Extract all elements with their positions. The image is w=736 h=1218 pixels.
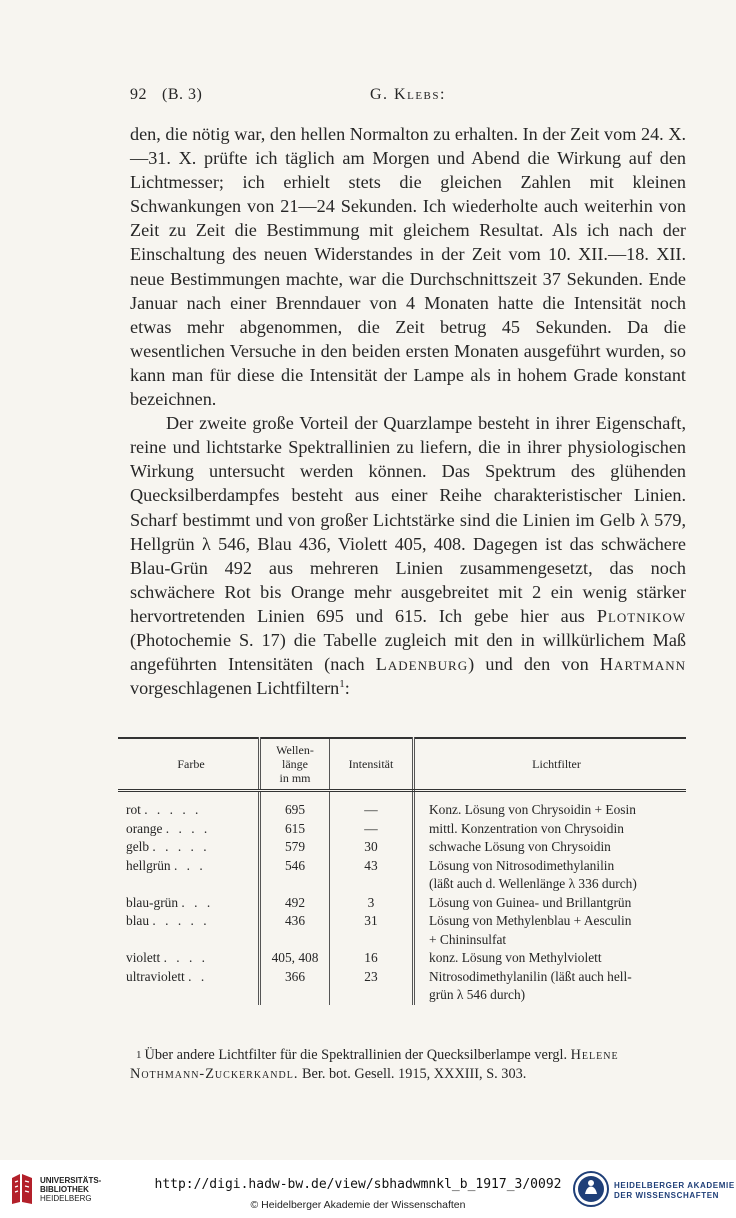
body-text xyxy=(130,122,686,700)
footnote-mark: 1 xyxy=(136,1049,142,1061)
leader-dots: . . . . xyxy=(163,950,209,965)
cell-filter xyxy=(414,838,687,857)
copyright-notice: © Heidelberger Akademie der Wissenschaften xyxy=(250,1199,466,1211)
header-wellenlaenge xyxy=(260,738,330,791)
header-wellenlaenge-line-3: in mm xyxy=(279,771,311,785)
header-wellenlaenge-line-1: Wellen- xyxy=(276,743,314,757)
light-filter-table xyxy=(118,737,686,1005)
table-row xyxy=(118,791,686,820)
cell-farbe xyxy=(118,857,260,894)
footnote-text-a: Über andere Lichtfilter für die Spektrallinien der Quecksilberlampe vergl. xyxy=(144,1047,568,1063)
cell-wavelength: 436 xyxy=(260,912,330,949)
university-library-wordmark xyxy=(40,1176,101,1203)
footnote xyxy=(130,1046,686,1084)
color-name: orange xyxy=(126,820,163,836)
filter-line-2: grün λ 546 durch) xyxy=(429,987,526,1002)
cell-wavelength: 579 xyxy=(260,838,330,857)
paragraph-1: den, die nötig war, den hellen Normalton zu erhalten. In der Zeit vom 24. X.—31. X. prüfte ich täglich am Morgen und Abend die Wirkung auf den Lichtmesser; ich erhielt stets die gleichen Zahlen mit kleinen Schwankungen von 21—24 Sekunden. Ich wiederholte auch weiterhin von Zeit zu Zeit die Bestimmung mit gleichem Resultat. Als ich nach der Einschaltung des neuen Widerstandes in der Zeit vom 10. XII.—18. XII. neue Bestimmungen machte, war die Durchschnittszeit 37 Sekunden. Ende Januar nach einer Brenndauer von 4 Monaten hatte die Intensität noch etwas mehr abgenommen, die Zeit betrug 45 Sekunden. Da die wesentlichen Versuche in den beiden ersten Monaten ausgeführt wurden, so kann man für diese die Intensität der Lampe als in hohem Grade konstant bezeichnen. xyxy=(130,124,686,410)
academy-seal-icon xyxy=(572,1170,610,1208)
filter-line-1: Konz. Lösung von Chrysoidin + Eosin xyxy=(429,802,636,817)
filter-line-1: mittl. Konzentration von Chrysoidin xyxy=(429,820,624,836)
cell-wavelength: 366 xyxy=(260,968,330,1005)
cell-filter xyxy=(414,894,687,913)
cell-intensity: — xyxy=(330,791,414,820)
leader-dots: . . . . xyxy=(165,820,211,836)
cell-wavelength: 615 xyxy=(260,820,330,839)
cell-wavelength: 546 xyxy=(260,857,330,894)
table-header-row xyxy=(118,738,686,791)
leader-dots: . . . . . xyxy=(144,802,202,817)
cell-filter xyxy=(414,968,687,1005)
paragraph-2-part-b: (Photochemie S. 17) die Tabelle zugleich mit den in willkürlichem Maß angeführten Intensitäten (nach xyxy=(130,629,686,675)
footnote-reference: 1 xyxy=(339,678,345,691)
paragraph-2-part-d: vorgeschlagenen Lichtfiltern xyxy=(130,678,340,699)
cell-farbe xyxy=(118,838,260,857)
author-name-plotnikow: Plotnikow xyxy=(596,605,687,626)
table-row xyxy=(118,857,686,894)
cell-wavelength: 492 xyxy=(260,894,330,913)
color-name: hellgrün xyxy=(126,857,171,873)
academy-line-1: HEIDELBERGER AKADEMIE xyxy=(614,1181,735,1190)
cell-farbe xyxy=(118,894,260,913)
leader-dots: . . . xyxy=(173,857,206,873)
permalink-url[interactable]: http://digi.hadw-bw.de/view/sbhadwmnkl_b_1917_3/0092 xyxy=(154,1177,562,1192)
filter-line-1: schwache Lösung von Chrysoidin xyxy=(429,839,611,854)
header-lichtfilter: Lichtfilter xyxy=(414,738,687,791)
cell-filter xyxy=(414,791,687,820)
paragraph-2-end: : xyxy=(344,678,350,699)
academy-line-2: DER WISSENSCHAFTEN xyxy=(614,1191,720,1200)
filter-line-1: Lösung von Methylenblau + Aesculin xyxy=(429,913,632,928)
color-name: gelb xyxy=(126,839,150,854)
footnote-author: Helene Nothmann-Zuckerkandl. xyxy=(130,1047,619,1082)
paragraph-2-part-c: ) und den von xyxy=(468,654,589,675)
filter-line-2: + Chininsulfat xyxy=(429,931,507,947)
cell-farbe xyxy=(118,791,260,820)
university-library-logo-icon xyxy=(8,1172,36,1206)
cell-wavelength: 405, 408 xyxy=(260,949,330,968)
filter-line-1: Lösung von Guinea- und Brillantgrün xyxy=(429,894,632,910)
color-name: blau-grün xyxy=(126,894,179,910)
cell-farbe xyxy=(118,968,260,1005)
table-row xyxy=(118,968,686,1005)
cell-filter xyxy=(414,949,687,968)
cell-filter xyxy=(414,912,687,949)
color-name: blau xyxy=(126,913,150,928)
filter-line-2: (läßt auch d. Wellenlänge λ 336 durch) xyxy=(429,876,637,891)
ub-line-1: UNIVERSITÄTS- xyxy=(40,1176,102,1185)
footnote-text xyxy=(130,1046,686,1084)
cell-intensity: 31 xyxy=(330,912,414,949)
table-row xyxy=(118,820,686,839)
page-number: 92 xyxy=(130,86,147,103)
header-wellenlaenge-line-2: länge xyxy=(282,757,308,771)
cell-intensity: 16 xyxy=(330,949,414,968)
ub-line-2: BIBLIOTHEK xyxy=(40,1185,89,1194)
cell-filter xyxy=(414,857,687,894)
author-name-ladenburg: Ladenburg xyxy=(375,654,469,675)
cell-wavelength: 695 xyxy=(260,791,330,820)
cell-intensity: 30 xyxy=(330,838,414,857)
cell-filter xyxy=(414,820,687,839)
cell-intensity: 3 xyxy=(330,894,414,913)
academy-wordmark xyxy=(614,1181,735,1201)
section-label: (B. 3) xyxy=(162,86,203,103)
paragraph-2-part-a: Der zweite große Vorteil der Quarzlampe besteht in ihrer Eigenschaft, reine und lichtstarke Spektrallinien zu liefern, die in ihrer physiologischen Wirkung untersucht werden können. Das Spektrum des glühenden Quecksilberdampfes besteht aus einer Reihe charakteristischer Linien. Scharf bestimmt und von großer Lichtstärke sind die Linien im Gelb λ 579, Hellgrün λ 546, Blau 436, Violett 405, 408. Dagegen ist das schwächere Blau-Grün 492 aus mehreren Linien zusammengesetzt, das noch schwächere Rot bis Orange mehr ausgebreitet mit 2 ein wenig stärker hervortretenden Linien 695 und 615. Ich gebe hier aus xyxy=(130,413,686,626)
cell-farbe xyxy=(118,820,260,839)
running-author: G. Klebs: xyxy=(370,86,446,103)
leader-dots: . . . . . xyxy=(152,839,210,854)
table-row xyxy=(118,894,686,913)
table-row xyxy=(118,838,686,857)
leader-dots: . . . xyxy=(181,894,214,910)
paragraph-2 xyxy=(130,411,686,700)
author-name-hartmann: Hartmann xyxy=(599,654,686,675)
color-name: rot xyxy=(126,802,141,817)
filter-line-1: konz. Lösung von Methylviolett xyxy=(429,950,602,965)
cell-intensity: — xyxy=(330,820,414,839)
ub-line-3: HEIDELBERG xyxy=(40,1194,92,1203)
cell-farbe xyxy=(118,912,260,949)
color-name: ultraviolett xyxy=(126,968,185,984)
leader-dots: . . xyxy=(188,968,208,984)
cell-intensity: 23 xyxy=(330,968,414,1005)
footnote-text-b: Ber. bot. Gesell. 1915, XXXIII, S. 303. xyxy=(301,1066,527,1082)
filter-line-1: Lösung von Nitrosodimethylanilin xyxy=(429,857,615,873)
color-name: violett xyxy=(126,950,161,965)
table-row xyxy=(118,949,686,968)
leader-dots: . . . . . xyxy=(152,913,210,928)
header-intensitaet: Intensität xyxy=(330,738,414,791)
filter-line-1: Nitrosodimethylanilin (läßt auch hell- xyxy=(429,968,632,984)
table-row xyxy=(118,912,686,949)
cell-intensity: 43 xyxy=(330,857,414,894)
cell-farbe xyxy=(118,949,260,968)
running-header xyxy=(130,86,686,110)
header-farbe: Farbe xyxy=(118,738,260,791)
